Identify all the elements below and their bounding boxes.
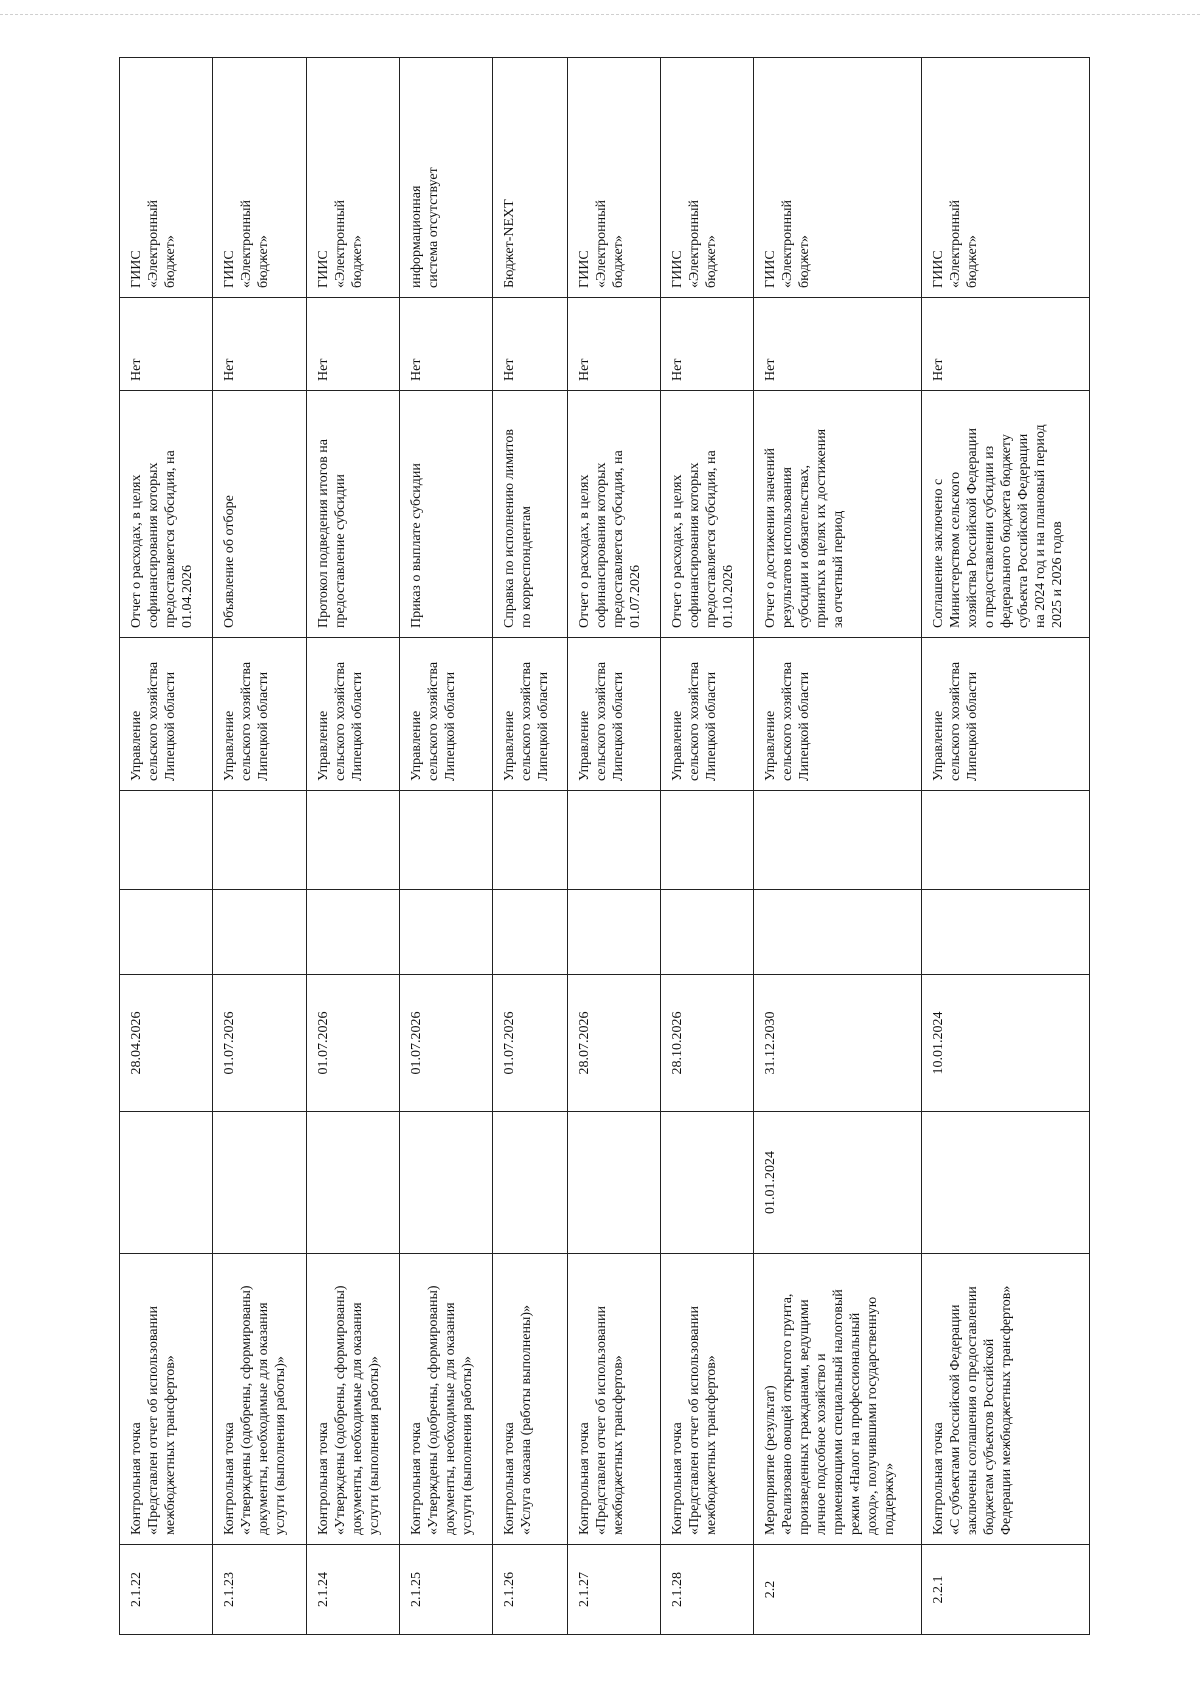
responsible-org: Управление сельского хозяйства Липецкой области	[315, 661, 365, 781]
status-mark: Нет	[763, 358, 779, 381]
row-name-cell	[660, 1254, 753, 1545]
empty-cell-cell	[493, 791, 568, 890]
start-date-cell	[493, 1112, 568, 1254]
document-type: Приказ о выплате субсидии	[408, 463, 424, 628]
row-number: 2.2.1	[931, 1575, 947, 1604]
document-type-cell	[922, 391, 1090, 638]
row-number: 2.1.26	[502, 1572, 518, 1607]
information-system: ГИИС «Электронный бюджет»	[315, 199, 365, 288]
empty-cell-cell	[120, 791, 213, 890]
responsible-org-cell	[567, 638, 660, 791]
row-name-cell	[306, 1254, 399, 1545]
plan-table-body	[120, 58, 1090, 1635]
empty-cell-cell	[399, 890, 492, 975]
empty-cell-cell	[213, 890, 306, 975]
end-date: 01.07.2026	[315, 1011, 331, 1075]
empty-cell-cell	[660, 791, 753, 890]
empty-cell-cell	[660, 890, 753, 975]
status-mark-cell	[567, 298, 660, 391]
status-mark-cell	[120, 298, 213, 391]
row-number-cell	[660, 1545, 753, 1635]
row-number: 2.1.22	[129, 1572, 144, 1607]
end-date-cell	[399, 975, 492, 1112]
information-system-cell	[922, 58, 1090, 298]
information-system: ГИИС «Электронный бюджет»	[576, 199, 626, 288]
start-date-cell	[399, 1112, 492, 1254]
end-date: 01.07.2026	[502, 1011, 518, 1075]
responsible-org: Управление сельского хозяйства Липецкой области	[931, 661, 981, 781]
information-system: ГИИС «Электронный бюджет»	[129, 199, 178, 288]
row-number-cell	[754, 1545, 922, 1635]
information-system: ГИИС «Электронный бюджет»	[669, 199, 719, 288]
empty-cell-cell	[567, 791, 660, 890]
start-date: 01.01.2024	[763, 1151, 779, 1214]
row-name: Контрольная точка «Утверждены (одобрены, сформированы) документы, необходимые для оказания услуги (выполнения работы)»	[315, 1285, 382, 1535]
empty-cell-cell	[306, 890, 399, 975]
status-mark-cell	[399, 298, 492, 391]
status-mark: Нет	[315, 358, 331, 381]
row-name: Контрольная точка «Услуга оказана (работы выполнены)»	[502, 1304, 535, 1535]
empty-cell-cell	[922, 890, 1090, 975]
empty-cell-cell	[754, 791, 922, 890]
information-system: информационная система отсутствует	[408, 167, 441, 288]
end-date: 10.01.2024	[931, 1011, 947, 1075]
responsible-org-cell	[306, 638, 399, 791]
document-type-cell	[399, 391, 492, 638]
row-number: 2.1.27	[576, 1572, 592, 1607]
document-type-cell	[493, 391, 568, 638]
empty-cell-cell	[567, 890, 660, 975]
row-name: Контрольная точка «Представлен отчет об использовании межбюджетных трансфертов»	[669, 1306, 719, 1535]
responsible-org-cell	[493, 638, 568, 791]
information-system-cell	[660, 58, 753, 298]
end-date: 31.12.2030	[763, 1011, 779, 1075]
end-date: 28.07.2026	[576, 1011, 592, 1075]
end-date: 28.10.2026	[669, 1011, 685, 1075]
start-date-cell	[922, 1112, 1090, 1254]
row-number-cell	[399, 1545, 492, 1635]
table-row	[922, 58, 1090, 1635]
status-mark-cell	[213, 298, 306, 391]
end-date-cell	[567, 975, 660, 1112]
document-type-cell	[306, 391, 399, 638]
status-mark: Нет	[931, 358, 947, 381]
row-name: Мероприятие (результат) «Реализовано овощей открытого грунта, произведенных гражданами, ведущими личное подсобное хозяйство и применяющими специальный налоговый режим «Налог на профессиональный доход», получившими государственную поддержку»	[763, 1289, 898, 1535]
row-name-cell	[213, 1254, 306, 1545]
empty-cell-cell	[120, 890, 213, 975]
document-type-cell	[754, 391, 922, 638]
table-frame	[119, 58, 1090, 1635]
information-system: ГИИС «Электронный бюджет»	[222, 199, 272, 288]
start-date-cell	[754, 1112, 922, 1254]
row-number: 2.1.25	[408, 1572, 424, 1607]
row-number-cell	[120, 1545, 213, 1635]
responsible-org-cell	[399, 638, 492, 791]
end-date-cell	[754, 975, 922, 1112]
information-system-cell	[306, 58, 399, 298]
status-mark-cell	[754, 298, 922, 391]
row-name-cell	[493, 1254, 568, 1545]
responsible-org-cell	[213, 638, 306, 791]
start-date-cell	[567, 1112, 660, 1254]
start-date-cell	[213, 1112, 306, 1254]
table-row	[660, 58, 753, 1635]
document-type-cell	[660, 391, 753, 638]
table-row	[120, 58, 213, 1635]
status-mark-cell	[660, 298, 753, 391]
end-date-cell	[660, 975, 753, 1112]
status-mark-cell	[493, 298, 568, 391]
empty-cell-cell	[922, 791, 1090, 890]
status-mark: Нет	[222, 358, 238, 381]
row-name-cell	[120, 1254, 213, 1545]
start-date-cell	[120, 1112, 213, 1254]
row-number-cell	[306, 1545, 399, 1635]
status-mark: Нет	[669, 358, 685, 381]
document-type: Отчет о расходах, в целях софинансирования которых предоставляется субсидия, на 01.04.2026	[129, 450, 195, 628]
responsible-org-cell	[120, 638, 213, 791]
responsible-org: Управление сельского хозяйства Липецкой области	[222, 661, 272, 781]
row-number-cell	[493, 1545, 568, 1635]
empty-cell-cell	[754, 890, 922, 975]
information-system: Бюджет-NEXT	[502, 199, 518, 288]
row-name: Контрольная точка «С субъектами Российской Федерации заключены соглашения о предоставлении бюджетам субъектов Российской Федерации межбюджетных трансфертов»	[931, 1285, 1015, 1535]
responsible-org: Управление сельского хозяйства Липецкой области	[408, 661, 458, 781]
status-mark: Нет	[129, 358, 144, 381]
end-date: 01.07.2026	[408, 1011, 424, 1075]
status-mark-cell	[922, 298, 1090, 391]
rotated-table-container	[119, 58, 1090, 1635]
table-row	[399, 58, 492, 1635]
responsible-org: Управление сельского хозяйства Липецкой области	[129, 661, 178, 781]
start-date-cell	[306, 1112, 399, 1254]
document-type-cell	[567, 391, 660, 638]
row-number: 2.1.23	[222, 1572, 238, 1607]
information-system-cell	[120, 58, 213, 298]
empty-cell-cell	[213, 791, 306, 890]
document-type: Отчет о расходах, в целях софинансирования которых предоставляется субсидия, на 01.07.2026	[576, 450, 643, 628]
responsible-org: Управление сельского хозяйства Липецкой области	[763, 661, 813, 781]
information-system-cell	[399, 58, 492, 298]
row-name: Контрольная точка «Представлен отчет об использовании межбюджетных трансфертов»	[129, 1306, 178, 1535]
empty-cell-cell	[493, 890, 568, 975]
start-date-cell	[660, 1112, 753, 1254]
document-type: Отчет о расходах, в целях софинансирования которых предоставляется субсидия, на 01.10.2026	[669, 450, 736, 628]
responsible-org: Управление сельского хозяйства Липецкой области	[502, 661, 552, 781]
responsible-org-cell	[754, 638, 922, 791]
responsible-org-cell	[660, 638, 753, 791]
row-number: 2.1.28	[669, 1572, 685, 1607]
status-mark: Нет	[502, 358, 518, 381]
plan-table	[119, 57, 1090, 1635]
document-type: Протокол подведения итогов на предоставление субсидии	[315, 439, 348, 628]
document-type: Справка по исполнению лимитов по корреспондентам	[502, 429, 535, 628]
row-name-cell	[922, 1254, 1090, 1545]
information-system-cell	[493, 58, 568, 298]
row-name: Контрольная точка «Представлен отчет об использовании межбюджетных трансфертов»	[576, 1306, 626, 1535]
table-row	[213, 58, 306, 1635]
status-mark: Нет	[408, 358, 424, 381]
responsible-org: Управление сельского хозяйства Липецкой области	[669, 661, 719, 781]
end-date-cell	[120, 975, 213, 1112]
information-system-cell	[213, 58, 306, 298]
status-mark: Нет	[576, 358, 592, 381]
empty-cell-cell	[399, 791, 492, 890]
empty-cell-cell	[306, 791, 399, 890]
row-name: Контрольная точка «Утверждены (одобрены, сформированы) документы, необходимые для оказания услуги (выполнения работы)»	[408, 1285, 475, 1535]
table-row	[754, 58, 922, 1635]
row-number: 2.2	[763, 1580, 779, 1599]
end-date-cell	[493, 975, 568, 1112]
table-row	[306, 58, 399, 1635]
information-system: ГИИС «Электронный бюджет»	[931, 199, 981, 288]
end-date-cell	[213, 975, 306, 1112]
table-row	[567, 58, 660, 1635]
responsible-org: Управление сельского хозяйства Липецкой области	[576, 661, 626, 781]
row-number-cell	[922, 1545, 1090, 1635]
row-name-cell	[399, 1254, 492, 1545]
row-name-cell	[754, 1254, 922, 1545]
responsible-org-cell	[922, 638, 1090, 791]
end-date-cell	[922, 975, 1090, 1112]
end-date: 01.07.2026	[222, 1011, 238, 1075]
information-system-cell	[754, 58, 922, 298]
status-mark-cell	[306, 298, 399, 391]
row-number-cell	[213, 1545, 306, 1635]
row-name: Контрольная точка «Утверждены (одобрены, сформированы) документы, необходимые для оказания услуги (выполнения работы)»	[222, 1285, 289, 1535]
page-top-divider	[0, 14, 1200, 15]
document-type-cell	[213, 391, 306, 638]
document-type-cell	[120, 391, 213, 638]
table-row	[493, 58, 568, 1635]
document-type: Объявление об отборе	[222, 495, 238, 628]
document-type: Отчет о достижении значений результатов использования субсидии и обязательствах, принятых в целях их достижения за отчетный период	[763, 428, 847, 628]
end-date: 28.04.2026	[129, 1011, 144, 1075]
document-type: Соглашение заключено с Министерством сельского хозяйства Российской Федерации о предоставлении субсидии из федерального бюджета бюджету субъекта Российской Федерации на 2024 год и на плановый период 2025 и 2026 годов	[931, 424, 1066, 628]
row-name-cell	[567, 1254, 660, 1545]
row-number-cell	[567, 1545, 660, 1635]
information-system: ГИИС «Электронный бюджет»	[763, 199, 813, 288]
row-number: 2.1.24	[315, 1572, 331, 1607]
end-date-cell	[306, 975, 399, 1112]
information-system-cell	[567, 58, 660, 298]
